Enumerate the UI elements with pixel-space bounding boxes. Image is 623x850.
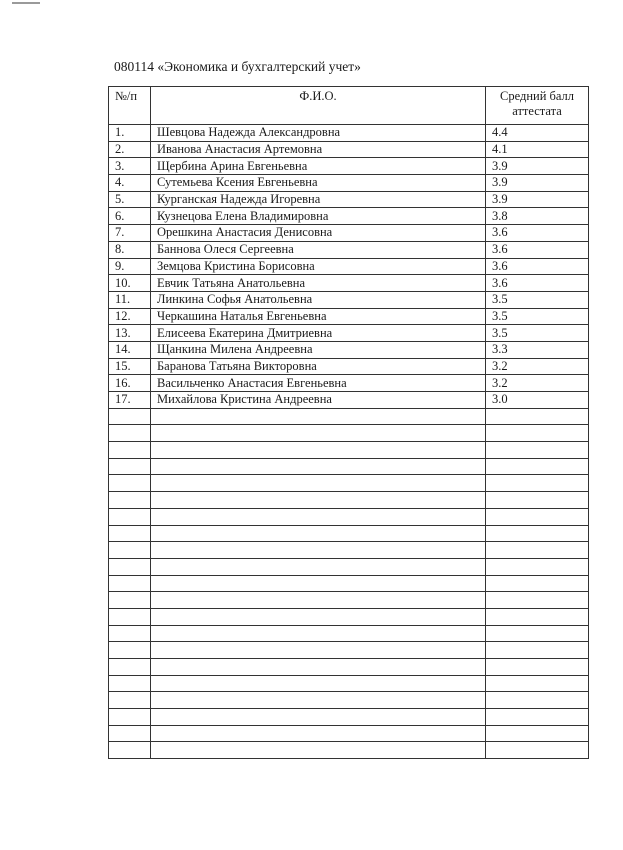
cell-average-score: 3.5 [486, 291, 589, 308]
cell-number: 11. [109, 291, 151, 308]
cell-number: 8. [109, 241, 151, 258]
table-row [109, 225, 589, 242]
cell-full-name [151, 608, 486, 625]
cell-number: 13. [109, 325, 151, 342]
cell-full-name [151, 475, 486, 492]
cell-number [109, 425, 151, 442]
cell-number [109, 408, 151, 425]
cell-average-score [486, 675, 589, 692]
cell-average-score: 3.2 [486, 358, 589, 375]
cell-number [109, 508, 151, 525]
table-row [109, 508, 589, 525]
cell-number: 6. [109, 208, 151, 225]
cell-number [109, 608, 151, 625]
cell-average-score: 3.6 [486, 258, 589, 275]
table-row [109, 275, 589, 292]
cell-average-score [486, 742, 589, 759]
table-row [109, 358, 589, 375]
table-row [109, 208, 589, 225]
header-average-score: Средний балл аттестата [486, 87, 589, 125]
cell-number [109, 442, 151, 459]
cell-average-score [486, 625, 589, 642]
cell-number [109, 475, 151, 492]
cell-number [109, 525, 151, 542]
cell-average-score: 4.1 [486, 141, 589, 158]
cell-full-name [151, 692, 486, 709]
cell-number [109, 458, 151, 475]
cell-average-score: 3.9 [486, 158, 589, 175]
cell-full-name [151, 625, 486, 642]
table-body [109, 125, 589, 759]
cell-full-name [151, 558, 486, 575]
table-row [109, 558, 589, 575]
cell-average-score: 3.8 [486, 208, 589, 225]
cell-full-name: Шевцова Надежда Александровна [151, 125, 486, 142]
table-row [109, 458, 589, 475]
table-row [109, 308, 589, 325]
cell-number [109, 558, 151, 575]
cell-average-score [486, 725, 589, 742]
table-row [109, 392, 589, 409]
cell-average-score [486, 608, 589, 625]
cell-full-name: Михайлова Кристина Андреевна [151, 392, 486, 409]
table-row [109, 158, 589, 175]
cell-average-score [486, 575, 589, 592]
table-row [109, 125, 589, 142]
cell-number: 15. [109, 358, 151, 375]
table-row [109, 542, 589, 559]
cell-number [109, 742, 151, 759]
table-row [109, 408, 589, 425]
cell-number [109, 575, 151, 592]
cell-number [109, 492, 151, 509]
cell-full-name [151, 642, 486, 659]
cell-average-score [486, 692, 589, 709]
cell-average-score [486, 642, 589, 659]
cell-full-name: Сутемьева Ксения Евгеньевна [151, 175, 486, 192]
cell-full-name: Щербина Арина Евгеньевна [151, 158, 486, 175]
table-row [109, 525, 589, 542]
table-row [109, 241, 589, 258]
cell-full-name: Кузнецова Елена Владимировна [151, 208, 486, 225]
cell-average-score: 4.4 [486, 125, 589, 142]
table-row [109, 709, 589, 726]
cell-number [109, 659, 151, 676]
cell-average-score: 3.6 [486, 241, 589, 258]
cell-average-score: 3.5 [486, 325, 589, 342]
table-row [109, 425, 589, 442]
cell-full-name: Васильченко Анастасия Евгеньевна [151, 375, 486, 392]
cell-full-name [151, 575, 486, 592]
cell-full-name: Иванова Анастасия Артемовна [151, 141, 486, 158]
cell-average-score [486, 508, 589, 525]
cell-average-score [486, 492, 589, 509]
cell-full-name: Земцова Кристина Борисовна [151, 258, 486, 275]
table-row [109, 375, 589, 392]
cell-number [109, 625, 151, 642]
cell-full-name [151, 425, 486, 442]
cell-average-score: 3.2 [486, 375, 589, 392]
cell-number [109, 709, 151, 726]
cell-full-name: Щанкина Милена Андреевна [151, 341, 486, 358]
table-row [109, 608, 589, 625]
table-row [109, 442, 589, 459]
table-row [109, 592, 589, 609]
cell-average-score: 3.6 [486, 225, 589, 242]
cell-number [109, 592, 151, 609]
cell-full-name: Черкашина Наталья Евгеньевна [151, 308, 486, 325]
cell-number [109, 692, 151, 709]
cell-number: 7. [109, 225, 151, 242]
table-header-row [109, 87, 589, 125]
cell-number [109, 642, 151, 659]
cell-number [109, 675, 151, 692]
cell-number: 12. [109, 308, 151, 325]
table-row [109, 725, 589, 742]
cell-full-name [151, 592, 486, 609]
cell-average-score [486, 525, 589, 542]
cell-average-score: 3.6 [486, 275, 589, 292]
ranking-table [108, 86, 589, 759]
cell-full-name: Баннова Олеся Сергеевна [151, 241, 486, 258]
cell-average-score: 3.5 [486, 308, 589, 325]
cell-number: 4. [109, 175, 151, 192]
cell-full-name: Елисеева Екатерина Дмитриевна [151, 325, 486, 342]
cell-average-score [486, 558, 589, 575]
cell-full-name [151, 675, 486, 692]
cell-average-score [486, 659, 589, 676]
cell-number: 2. [109, 141, 151, 158]
table-row [109, 191, 589, 208]
cell-average-score [486, 458, 589, 475]
cell-number: 9. [109, 258, 151, 275]
cell-full-name [151, 725, 486, 742]
table-row [109, 575, 589, 592]
cell-number: 1. [109, 125, 151, 142]
cell-full-name [151, 659, 486, 676]
cell-average-score [486, 475, 589, 492]
cell-full-name: Курганская Надежда Игоревна [151, 191, 486, 208]
header-number: №/п [109, 87, 151, 125]
table-row [109, 291, 589, 308]
cell-average-score [486, 408, 589, 425]
table-row [109, 341, 589, 358]
table-row [109, 659, 589, 676]
table-row [109, 675, 589, 692]
cell-full-name: Орешкина Анастасия Денисовна [151, 225, 486, 242]
cell-full-name [151, 492, 486, 509]
cell-average-score: 3.3 [486, 341, 589, 358]
cell-average-score: 3.9 [486, 175, 589, 192]
cell-average-score: 3.0 [486, 392, 589, 409]
cell-average-score [486, 542, 589, 559]
cell-full-name [151, 442, 486, 459]
cell-full-name: Линкина Софья Анатольевна [151, 291, 486, 308]
cell-full-name [151, 408, 486, 425]
header-full-name: Ф.И.О. [151, 87, 486, 125]
cell-full-name [151, 742, 486, 759]
scan-artifact-mark [12, 2, 40, 4]
cell-full-name [151, 508, 486, 525]
cell-number: 5. [109, 191, 151, 208]
cell-average-score [486, 425, 589, 442]
table-row [109, 141, 589, 158]
cell-number: 3. [109, 158, 151, 175]
cell-average-score [486, 709, 589, 726]
cell-number: 14. [109, 341, 151, 358]
cell-number: 10. [109, 275, 151, 292]
table-row [109, 175, 589, 192]
cell-average-score [486, 442, 589, 459]
cell-average-score [486, 592, 589, 609]
cell-full-name [151, 525, 486, 542]
table-row [109, 625, 589, 642]
cell-number [109, 542, 151, 559]
table-row [109, 325, 589, 342]
table-row [109, 692, 589, 709]
cell-average-score: 3.9 [486, 191, 589, 208]
cell-full-name [151, 542, 486, 559]
table-row [109, 742, 589, 759]
cell-number: 16. [109, 375, 151, 392]
cell-number [109, 725, 151, 742]
cell-full-name: Баранова Татьяна Викторовна [151, 358, 486, 375]
table-row [109, 258, 589, 275]
cell-full-name: Евчик Татьяна Анатольевна [151, 275, 486, 292]
table-row [109, 642, 589, 659]
document-heading: 080114 «Экономика и бухгалтерский учет» [114, 59, 361, 74]
table-row [109, 475, 589, 492]
cell-full-name [151, 709, 486, 726]
cell-number: 17. [109, 392, 151, 409]
table-row [109, 492, 589, 509]
cell-full-name [151, 458, 486, 475]
